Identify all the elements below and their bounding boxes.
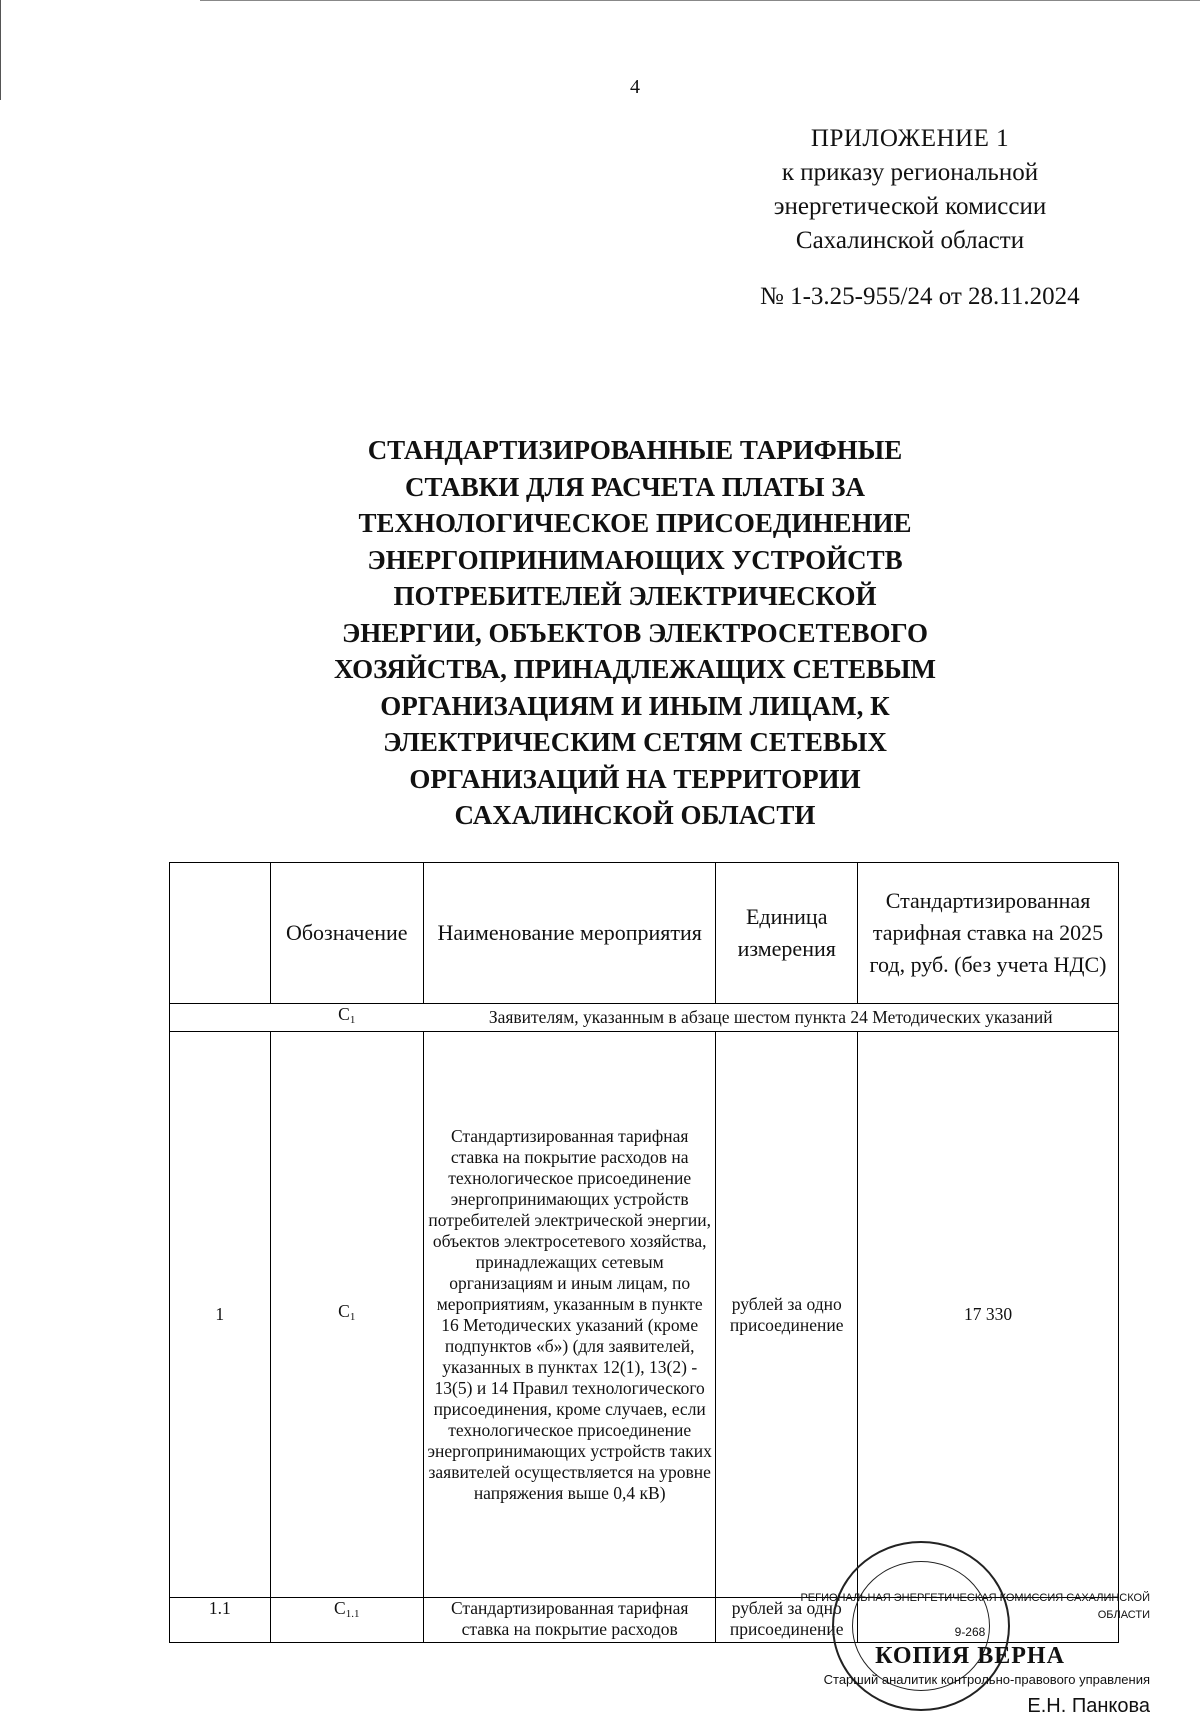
header-name: Наименование мероприятия [423,863,716,1004]
certification-block [790,1590,1150,1715]
row-unit: рублей за одно присоединение [716,1032,858,1598]
row-code [270,1032,423,1598]
header-code: Обозначение [270,863,423,1004]
appendix-block [700,122,1120,258]
row-code-sub: 1 [349,1311,356,1323]
header-rate: Стандартизированная тарифная ставка на 2025 год, руб. (без учета НДС) [858,863,1119,1004]
scan-left-edge [0,0,1,100]
section-code-sub: 1 [349,1014,356,1026]
row-num: 1.1 [170,1598,271,1643]
appendix-line-2: энергетической комиссии [773,193,1047,220]
row-unit: рублей за одно присоединение [716,1598,858,1643]
appendix-line-3: Сахалинской области [795,227,1025,254]
table-header-row [170,863,1119,1004]
certification-stamp-number: 9-268 [954,1625,986,1639]
appendix-line-1: к приказу региональной [781,159,1039,186]
tariff-table [169,862,1119,1643]
document-title: СТАНДАРТИЗИРОВАННЫЕ ТАРИФНЫЕ СТАВКИ ДЛЯ РАСЧЕТА ПЛАТЫ ЗА ТЕХНОЛОГИЧЕСКОЕ ПРИСОЕДИНЕНИЕ ЭНЕРГОПРИНИМАЮЩИХ УСТРОЙСТВ ПОТРЕБИТЕЛЕЙ ЭЛЕКТРИЧЕСКОЙ ЭНЕРГИИ, ОБЪЕКТОВ ЭЛЕКТРОСЕТЕВОГО ХОЗЯЙСТВА, ПРИНАДЛЕЖАЩИХ СЕТЕВЫМ ОРГАНИЗАЦИЯМ И ИНЫМ ЛИЦАМ, К ЭЛЕКТРИЧЕСКИМ СЕТЯМ СЕТЕВЫХ ОРГАНИЗАЦИЙ НА ТЕРРИТОРИИ САХАЛИНСКОЙ ОБЛАСТИ [334,435,936,830]
certification-stamp-text: КОПИЯ ВЕРНА [875,1643,1065,1669]
page-number: 4 [630,76,640,98]
row-num: 1 [170,1032,271,1598]
section-empty-cell [170,1004,271,1032]
row-code-base: C [338,1301,350,1321]
row-name: Стандартизированная тарифная ставка на покрытие расходов на технологическое присоединение энергопринимающих устройств потребителей электрической энергии, объектов электросетевого хозяйства, принадлежащих сетевым организациям и иным лицам, по мероприятиям, указанным в пункте 16 Методических указаний (кроме подпунктов «б») (для заявителей, указанных в пунктах 12(1), 13(2) - 13(5) и 14 Правил технологического присоединения, кроме случаев, если технологическое присоединение энергопринимающих устройств таких заявителей осуществляется на уровне напряжения выше 0,4 кВ) [423,1032,716,1598]
row-code-sub: 1.1 [345,1608,360,1620]
order-number: № 1-3.25-955/24 от 28.11.2024 [760,283,1080,310]
certification-position: Старший аналитик контрольно-правового управления [823,1672,1150,1687]
row-name: Стандартизированная тарифная ставка на покрытие расходов [423,1598,716,1643]
section-row [170,1004,1119,1032]
section-code [270,1004,423,1032]
section-code-base: C [338,1004,350,1024]
header-unit: Единица измерения [716,863,858,1004]
appendix-title: ПРИЛОЖЕНИЕ 1 [810,125,1010,152]
scan-top-edge [200,0,1200,1]
row-code-base: C [334,1598,346,1618]
section-text: Заявителям, указанным в абзаце шестом пункта 24 Методических указаний [423,1004,1118,1032]
table-row [170,1032,1119,1598]
certification-organization: РЕГИОНАЛЬНАЯ ЭНЕРГЕТИЧЕСКАЯ КОМИССИЯ САХАЛИНСКОЙ ОБЛАСТИ [800,1592,1150,1621]
row-rate: 17 330 [858,1032,1119,1598]
header-num [170,863,271,1004]
certification-signatory: Е.Н. Панкова [1027,1695,1150,1717]
row-code [270,1598,423,1643]
